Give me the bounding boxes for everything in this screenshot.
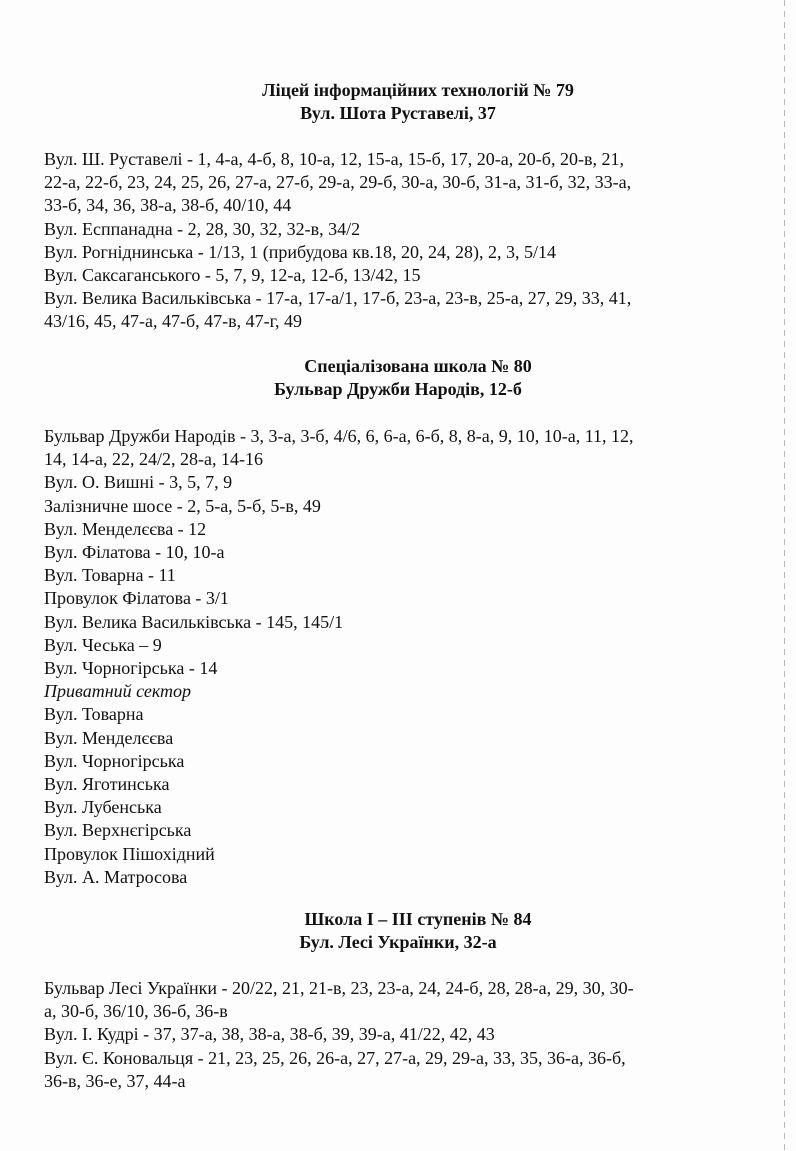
street-line: Бульвар Дружби Народів - 3, 3-а, 3-б, 4/6, 6, 6-а, 6-б, 8, 8-а, 9, 10, 10-а, 11, 12,: [44, 426, 634, 446]
street-line: 36-в, 36-е, 37, 44-а: [44, 1070, 186, 1091]
private-street-line: Вул. Лубенська: [44, 797, 162, 818]
section-address: Бульвар Дружби Народів, 12-б: [274, 379, 522, 399]
private-street-line: Вул. Верхнєгірська: [44, 820, 192, 841]
section-heading-school-84: [0, 908, 796, 954]
street-line: Вул. Менделєєва - 12: [44, 518, 207, 539]
street-line: Вул. Товарна - 11: [44, 565, 176, 586]
scan-edge-line: [784, 0, 785, 1151]
street-line: Вул. Есппанадна - 2, 28, 30, 32, 32-в, 34/2: [44, 218, 361, 239]
street-line: Вул. Є. Коновальця - 21, 23, 25, 26, 26-а, 27, 27-а, 29, 29-а, 33, 35, 36-а, 36-б,: [44, 1047, 626, 1068]
private-street-line: Вул. Яготинська: [44, 774, 170, 795]
street-list-school-80: [44, 425, 744, 889]
private-street-line: Вул. Чорногірська: [44, 750, 185, 771]
section-heading-school-80: [0, 355, 796, 401]
section-address: Вул. Шота Руставелі, 37: [300, 103, 496, 123]
street-line: Вул. Чеська – 9: [44, 634, 162, 655]
street-line: 14, 14-а, 22, 24/2, 28-а, 14-16: [44, 449, 263, 470]
private-street-line: Вул. Менделєєва: [44, 727, 174, 748]
street-line: 43/16, 45, 47-а, 47-б, 47-в, 47-г, 49: [44, 311, 302, 332]
street-line: 33-б, 34, 36, 38-а, 38-б, 40/10, 44: [44, 195, 292, 216]
street-line: Вул. Ш. Руставелі - 1, 4-а, 4-б, 8, 10-а, 12, 15-а, 15-б, 17, 20-а, 20-б, 20-в, 21,: [44, 149, 624, 169]
street-list-lyceum-79: [44, 148, 744, 334]
section-address: Бул. Лесі Українки, 32-а: [299, 932, 497, 952]
private-street-line: Вул. А. Матросова: [44, 866, 188, 887]
street-line: Вул. Філатова - 10, 10-а: [44, 542, 225, 563]
street-line: 22-а, 22-б, 23, 24, 25, 26, 27-а, 27-б, 29-а, 29-б, 30-а, 30-б, 31-а, 31-б, 32, 33-а,: [44, 172, 632, 193]
street-list-school-84: [44, 977, 744, 1093]
section-title: Ліцей інформаційних технологій № 79: [262, 80, 574, 100]
street-line: Вул. І. Кудрі - 37, 37-а, 38, 38-а, 38-б, 39, 39-а, 41/22, 42, 43: [44, 1024, 495, 1045]
private-street-line: Вул. Товарна: [44, 704, 144, 725]
street-line: Залізничне шосе - 2, 5-а, 5-б, 5-в, 49: [44, 495, 321, 516]
section-title: Спеціалізована школа № 80: [304, 356, 532, 376]
street-line: Вул. Велика Васильківська - 17-а, 17-а/1, 17-б, 23-а, 23-в, 25-а, 27, 29, 33, 41,: [44, 288, 632, 309]
street-line: Провулок Філатова - 3/1: [44, 588, 229, 609]
street-line: Вул. Чорногірська - 14: [44, 658, 218, 679]
street-line: Бульвар Лесі Українки - 20/22, 21, 21-в, 23, 23-а, 24, 24-б, 28, 28-а, 29, 30, 30-: [44, 978, 634, 998]
section-title: Школа І – ІІІ ступенів № 84: [304, 909, 532, 929]
street-line: Вул. О. Вишні - 3, 5, 7, 9: [44, 472, 233, 493]
private-sector-label: Приватний сектор: [44, 681, 192, 702]
section-heading-lyceum-79: [0, 79, 796, 125]
street-line: Вул. Велика Васильківська - 145, 145/1: [44, 611, 344, 632]
street-line: Вул. Рогніднинська - 1/13, 1 (прибудова кв.18, 20, 24, 28), 2, 3, 5/14: [44, 241, 556, 262]
street-line: а, 30-б, 36/10, 36-б, 36-в: [44, 1001, 228, 1022]
private-street-line: Провулок Пішохідний: [44, 843, 215, 864]
street-line: Вул. Саксаганського - 5, 7, 9, 12-а, 12-б, 13/42, 15: [44, 265, 421, 286]
